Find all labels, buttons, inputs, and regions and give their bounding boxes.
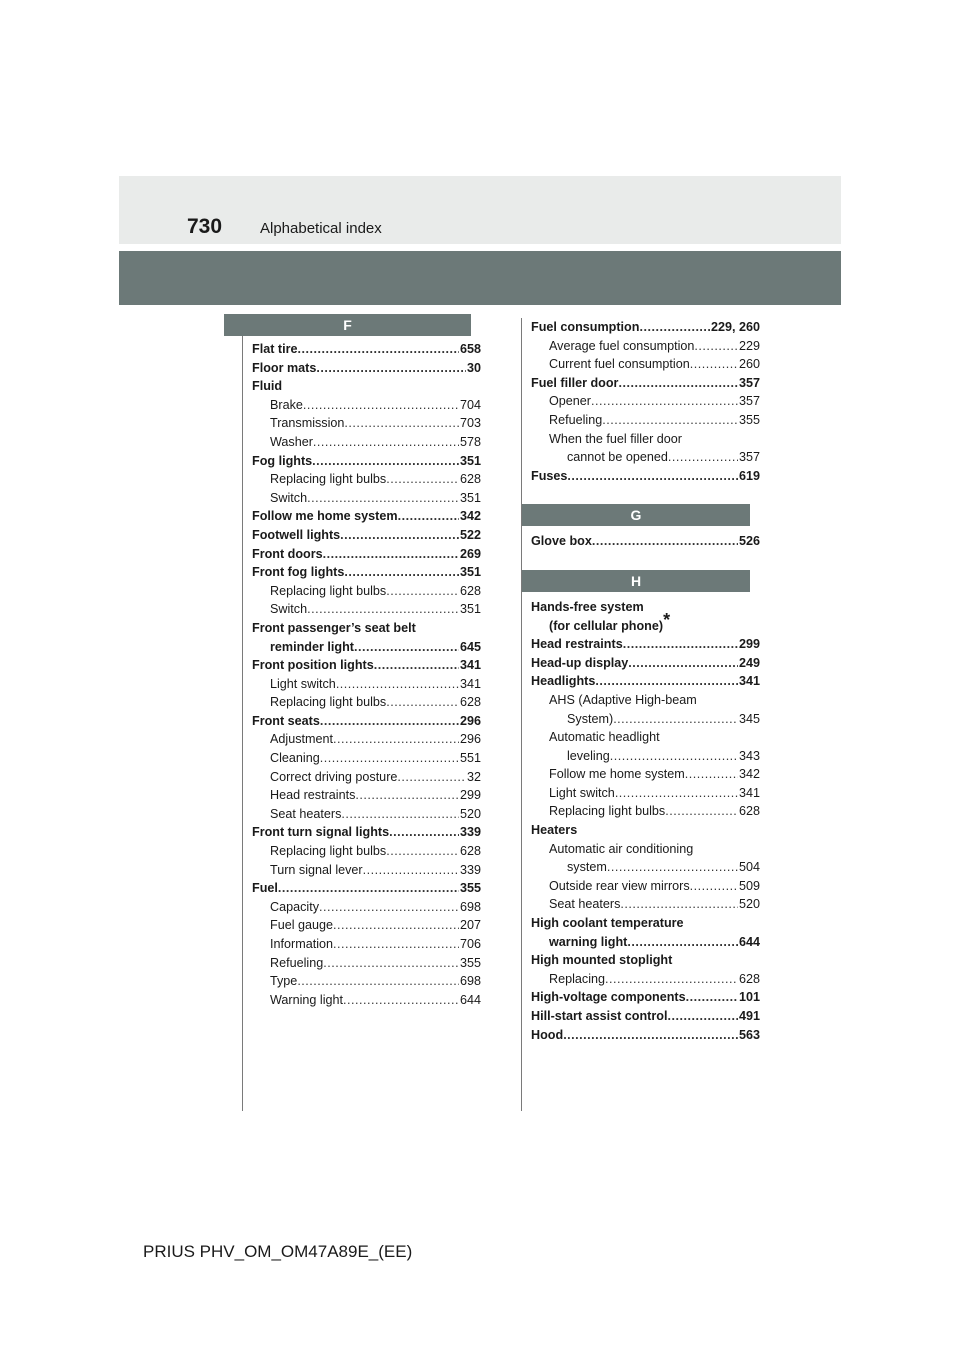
index-entry: Front fog lights ..... 351: [252, 563, 481, 582]
index-subentry: Opener ..... 357: [531, 392, 760, 411]
index-subentry: Light switch ..... 341: [531, 784, 760, 803]
section-title: Alphabetical index: [260, 220, 382, 237]
index-entry-continued: warning light ..... 644: [531, 933, 760, 952]
index-entry: High mounted stoplight: [531, 953, 673, 968]
index-subentry: Replacing light bulbs ..... 628: [252, 842, 481, 861]
index-entry: Fuel ..... 355: [252, 879, 481, 898]
index-entry: Head restraints ..... 299: [531, 635, 760, 654]
right-column-rule: [521, 318, 522, 1111]
index-subentry: Replacing ..... 628: [531, 970, 760, 989]
index-subentry: Transmission ..... 703: [252, 414, 481, 433]
header-band: [119, 176, 841, 244]
left-column: [252, 314, 481, 1009]
index-subentry: When the fuel filler door: [549, 431, 683, 446]
index-entry: Hands-free system: [531, 599, 644, 614]
page-number: 730: [187, 215, 223, 238]
index-entry: Follow me home system ..... 342: [252, 507, 481, 526]
index-entry: Front doors ..... 269: [252, 545, 481, 564]
index-subentry-continued: leveling ..... 343: [531, 747, 760, 766]
index-subentry: Washer ..... 578: [252, 433, 481, 452]
index-entry: Flat tire ..... 658: [252, 340, 481, 359]
letter-header-h: H: [522, 570, 750, 592]
index-entry: Fog lights ..... 351: [252, 452, 481, 471]
left-column-rule: [242, 318, 243, 1111]
index-subentry: Head restraints ..... 299: [252, 786, 481, 805]
index-subentry: Type ..... 698: [252, 972, 481, 991]
index-subentry: Replacing light bulbs ..... 628: [252, 470, 481, 489]
index-subentry: Outside rear view mirrors ..... 509: [531, 877, 760, 896]
index-entry: Fluid: [252, 379, 283, 394]
index-entry: Heaters: [531, 823, 578, 838]
letter-header-g: G: [522, 504, 750, 526]
index-subentry: Brake ..... 704: [252, 396, 481, 415]
header-dark-band: [119, 251, 841, 305]
letter-header-f: F: [224, 314, 471, 336]
index-entry-continued: reminder light ..... 645: [252, 638, 481, 657]
index-entry: Hood ..... 563: [531, 1026, 760, 1045]
index-subentry: Replacing light bulbs ..... 628: [531, 802, 760, 821]
index-subentry: Switch ..... 351: [252, 489, 481, 508]
index-subentry: Refueling ..... 355: [531, 411, 760, 430]
index-entry: Fuses ..... 619: [531, 467, 760, 486]
index-subentry: Turn signal lever ..... 339: [252, 861, 481, 880]
index-subentry: Follow me home system ..... 342: [531, 765, 760, 784]
index-entry: Front passenger’s seat belt: [252, 620, 416, 635]
index-entry: Hill-start assist control ..... 491: [531, 1007, 760, 1026]
document-footer: PRIUS PHV_OM_OM47A89E_(EE): [143, 1242, 413, 1261]
index-subentry-continued: System) ..... 345: [531, 710, 760, 729]
index-subentry: Fuel gauge ..... 207: [252, 916, 481, 935]
index-subentry: Warning light ..... 644: [252, 991, 481, 1010]
index-subentry: Cleaning ..... 551: [252, 749, 481, 768]
index-entry: Front turn signal lights ..... 339: [252, 823, 481, 842]
index-subentry: Current fuel consumption ..... 260: [531, 355, 760, 374]
index-subentry: Refueling ..... 355: [252, 954, 481, 973]
index-entry: High coolant temperature: [531, 916, 684, 931]
index-entry: Fuel consumption ..... 229, 260: [531, 318, 760, 337]
index-subentry: Information ..... 706: [252, 935, 481, 954]
index-subentry-continued: cannot be opened ..... 357: [531, 448, 760, 467]
index-subentry: Adjustment ..... 296: [252, 730, 481, 749]
index-subentry: Switch ..... 351: [252, 600, 481, 619]
index-subentry: Seat heaters ..... 520: [531, 895, 760, 914]
index-subentry-continued: system ..... 504: [531, 858, 760, 877]
index-entry: Head-up display ..... 249: [531, 654, 760, 673]
index-entry: High-voltage components ..... 101: [531, 988, 760, 1007]
index-entry: Front position lights ..... 341: [252, 656, 481, 675]
index-subentry: Correct driving posture ..... 32: [252, 768, 481, 787]
index-entry: Headlights ..... 341: [531, 672, 760, 691]
asterisk-footnote-mark: *: [663, 609, 671, 630]
index-entry: Fuel filler door ..... 357: [531, 374, 760, 393]
index-subentry: Average fuel consumption ..... 229: [531, 337, 760, 356]
index-subentry: Light switch ..... 341: [252, 675, 481, 694]
index-subentry: Automatic air conditioning: [549, 841, 694, 856]
index-subentry: AHS (Adaptive High-beam: [549, 692, 697, 707]
index-subentry: Replacing light bulbs ..... 628: [252, 582, 481, 601]
index-entry: Front seats ..... 296: [252, 712, 481, 731]
index-entry-continued: (for cellular phone)*: [549, 609, 671, 633]
index-subentry: Capacity ..... 698: [252, 898, 481, 917]
right-column: [531, 318, 760, 1044]
index-subentry: Seat heaters ..... 520: [252, 805, 481, 824]
index-entry: Footwell lights ..... 522: [252, 526, 481, 545]
index-entry: Floor mats ..... 30: [252, 359, 481, 378]
index-subentry: Replacing light bulbs ..... 628: [252, 693, 481, 712]
index-entry: Glove box ..... 526: [531, 532, 760, 551]
index-subentry: Automatic headlight: [549, 730, 660, 745]
